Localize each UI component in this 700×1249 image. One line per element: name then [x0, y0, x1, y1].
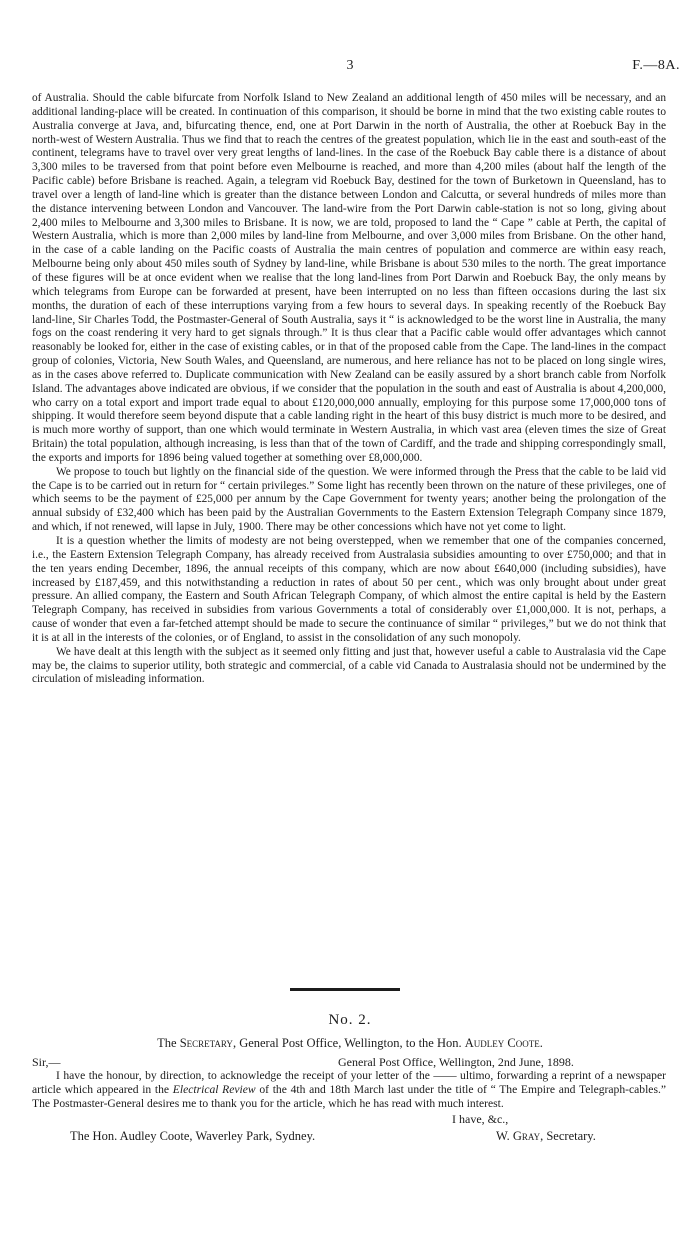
letter-dateline: General Post Office, Wellington, 2nd June, 1898. — [338, 1055, 574, 1069]
article-paragraph-2: We propose to touch but lightly on the financial side of the question. We were informed through the Press that the cable to be laid vid the Cape is to be carried out in return for “ certain privileges.” Some light has recently been thrown on the nature of these privileges, one of which seems to be the payment of £25,000 per annum by the Cape Government for twenty years; another being the prolongation of the annual subsidy of £32,400 which has been paid by the Australian Governments to the Eastern Extension Telegraph Company since 1879, and which, if not renewed, will lapse in July, 1900. There may be other concessions which have not yet come to light. — [32, 465, 666, 534]
letter-closing: I have, &c., — [452, 1112, 509, 1126]
letter-line-middle: , General Post Office, Wellington, to the Hon. — [232, 1036, 465, 1050]
letter-line-end: . — [539, 1036, 543, 1050]
letter-text-start: I have the honour, by direction, to acknowledge the receipt of your letter of the —— ultimo, forwarding a reprint of a newspaper article which appeared in the — [32, 1069, 666, 1096]
letter-text-end: of the 4th and 18th March last under the title of “ The Empire and Telegraph-cables.” The Postmaster-General desires me to thank you for the article, which he has read with much interest. — [32, 1082, 667, 1110]
review-title: Electrical Review — [172, 1082, 256, 1096]
letter-line-prefix: The — [157, 1036, 180, 1050]
letter-from-to-line — [0, 1036, 700, 1051]
letter-signature — [496, 1129, 596, 1144]
letter-body — [32, 1069, 666, 1111]
section-divider — [290, 988, 400, 991]
article-paragraph-4: We have dealt at this length with the subject as it seemed only fitting and just that, however useful a cable to Australasia vid the Cape may be, the claims to superior utility, both strategic and commercial, of a cable vid Canada to Australasia should not be undermined by the circulation of misleading information. — [32, 645, 666, 686]
letter-salutation: Sir,— — [32, 1055, 61, 1069]
document-reference: F.—8A. — [632, 58, 680, 73]
article-body — [32, 92, 666, 687]
letter-from-title: Secretary — [179, 1036, 233, 1050]
letter-to-name: Audley Coote — [464, 1036, 540, 1050]
article-paragraph-1: of Australia. Should the cable bifurcate from Norfolk Island to New Zealand an additional length of 450 miles will be necessary, and an additional landing-place will be created. In continuation of this comparison, it should be borne in mind that the two existing cable routes to Australia converge at Java, and, bifurcating thence, end, one at Port Darwin in the north of Australia, the other at Roebuck Bay in the north-west of Western Australia. Thus we find that to reach the centres of the greatest population, which lie in the east and south-east of the continent, telegrams have to travel over very great lengths of land-lines. In the case of the Roebuck Bay cable there is a distance of about 3,300 miles to be traversed from that point before even Melbourne is reached, and more than 4,200 miles (about half the length of the Pacific cable) before Brisbane is reached. Again, a telegram vid Roebuck Bay, destined for the town of Burketown in Queensland, has to travel over a length of land-line which is greater than the distance between London and Calcutta, or several hundreds of miles more than the distance intervening between London and Vancouver. The land-wire from the Port Darwin cable-station is not so long, giving about 2,400 miles to Melbourne and 3,300 miles to Brisbane. It is now, we are told, proposed to land the “ Cape ” cable at Perth, the capital of Western Australia, which is more than 2,000 miles by land-line from Melbourne, and over 3,000 miles from Brisbane. On the other hand, in the case of a cable landing on the Pacific coasts of Australia the main centres of population and commerce are within easy reach, Melbourne being only about 450 miles south of Sydney by land-line, while Brisbane is about 530 miles to the north. The great importance of these figures will be at once evident when we realise that the long land-lines from Port Darwin and Roebuck Bay, the only means by which telegrams from Europe can be forwarded at present, have been interrupted on no less than fifteen occasions during the last six months, the duration of each of these interruptions varying from a few hours to several days. In speaking recently of the Roebuck Bay land-line, Sir Charles Todd, the Postmaster-General of South Australia, says it “ is acknowledged to be the worst line in Australia, the many fogs on the coast rendering it very hard to get signals through.” It is thus clear that a Pacific cable would offer advantages which cannot reasonably be looked for, either in the case of existing cables, or in that of the proposed cable from the Cape. The land-lines in the compact group of colonies, Victoria, New South Wales, and Queensland, are numerous, and here reliance has not to be placed on long single wires, as in the cases above referred to. Duplicate communication with New Zealand can be easily assured by a short branch cable from Norfolk Island. The advantages above indicated are obvious, if we consider that the population in the south and east of Australia is about 4,200,000, who carry on a total export and import trade equal to about £120,000,000 annually, employing for this purpose some 17,000,000 tons of shipping. It would therefore seem beyond dispute that a cable landing right in the heart of this busy district is much more to be desired, and is much more worthy of support, than one which would terminate in Western Australia, in which vast area (eleven times the size of Great Britain) the total population, although increasing, is less than that of the town of Cardiff, and the trade and shipping correspondingly small, the exports and imports for 1896 being valued together at something over £8,000,000. — [32, 92, 666, 464]
article-paragraph-3: It is a question whether the limits of modesty are not being overstepped, when we remember that one of the companies concerned, i.e., the Eastern Extension Telegraph Company, has already received from Australasia subsidies amounting to over £750,000; and that in the ten years ending December, 1896, the annual receipts of this company, which are now about £640,000 (including subsidies), have increased by £187,459, and this notwithstanding a reduction in rates of about 50 per cent., which was only brought about under great pressure. An allied company, the Eastern and South African Telegraph Company, of which almost the entire capital is held by the Eastern Telegraph Company, has received in subsidies from various Governments a total of considerably over £1,000,000. It is not, perhaps, a cause of wonder that even a far-fetched attempt should be made to secure the continuance of similar “ privileges,” but we do not think that it is at all in the interests of the colonies, or of England, to assist in the consolidation of any such monopoly. — [32, 535, 666, 644]
letter-paragraph — [32, 1069, 666, 1111]
signature-title: , Secretary. — [540, 1129, 596, 1143]
page-number: 3 — [346, 58, 354, 73]
signature-name: W. Gray — [496, 1129, 541, 1143]
letter-addressee: The Hon. Audley Coote, Waverley Park, Sydney. — [70, 1129, 316, 1143]
letter-number: No. 2. — [328, 1012, 372, 1028]
